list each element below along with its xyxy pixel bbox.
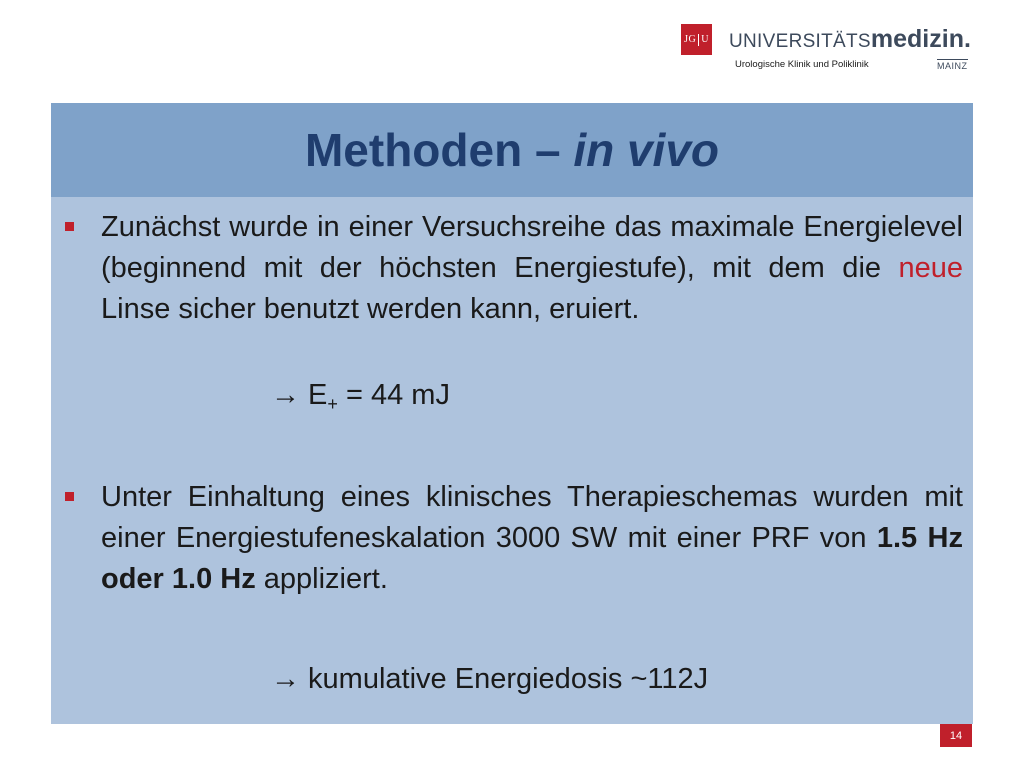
result-energy-level — [271, 377, 450, 422]
title-band — [51, 103, 973, 197]
result1-value: = 44 mJ — [337, 379, 450, 411]
bullet-marker-icon — [65, 222, 74, 231]
result1-symbol: E — [300, 379, 328, 411]
logo-wordmark — [729, 27, 971, 52]
bullet2-bold: 1.5 Hz oder 1.0 Hz — [101, 522, 963, 595]
bullet2-text-end: appliziert. — [255, 563, 388, 595]
logo-city: MAINZ — [937, 61, 968, 71]
bullet1-text-end: Linse sicher benutzt werden kann, eruiert. — [101, 293, 640, 325]
logo-word-bold: medizin. — [870, 25, 971, 53]
arrow-right-icon: → — [271, 379, 300, 411]
title-main: Methoden – — [304, 124, 574, 176]
result2-text: kumulative Energiedosis ~112J — [300, 663, 709, 695]
logo-mark-left: JG — [684, 34, 697, 45]
bullet-item — [101, 477, 963, 600]
bullet1-highlight: neue — [898, 252, 963, 284]
arrow-right-icon: → — [271, 663, 300, 695]
clinic-subtitle: Urologische Klinik und Poliklinik — [735, 59, 869, 70]
result-cumulative-dose — [271, 661, 708, 697]
bullet2-text: Unter Einhaltung eines klinisches Therapieschemas wurden mit einer Energiestufeneskalation 3000 SW mit einer PRF von — [101, 481, 963, 554]
logo-mark-right: U — [701, 34, 709, 45]
university-logo — [681, 24, 981, 76]
jgu-logo-mark — [681, 24, 712, 55]
page-number: 14 — [940, 724, 972, 747]
slide-content — [51, 197, 973, 724]
result1-subscript: + — [327, 394, 338, 414]
title-italic: in vivo — [573, 124, 720, 176]
logo-word-light: UNIVERSITÄTS — [729, 31, 871, 52]
bullet1-text: Zunächst wurde in einer Versuchsreihe das maximale Energielevel (beginnend mit der höchsten Energiestufe), mit dem die — [101, 211, 963, 284]
slide-title — [305, 123, 719, 177]
bullet-item — [101, 207, 963, 330]
bullet-marker-icon — [65, 492, 74, 501]
